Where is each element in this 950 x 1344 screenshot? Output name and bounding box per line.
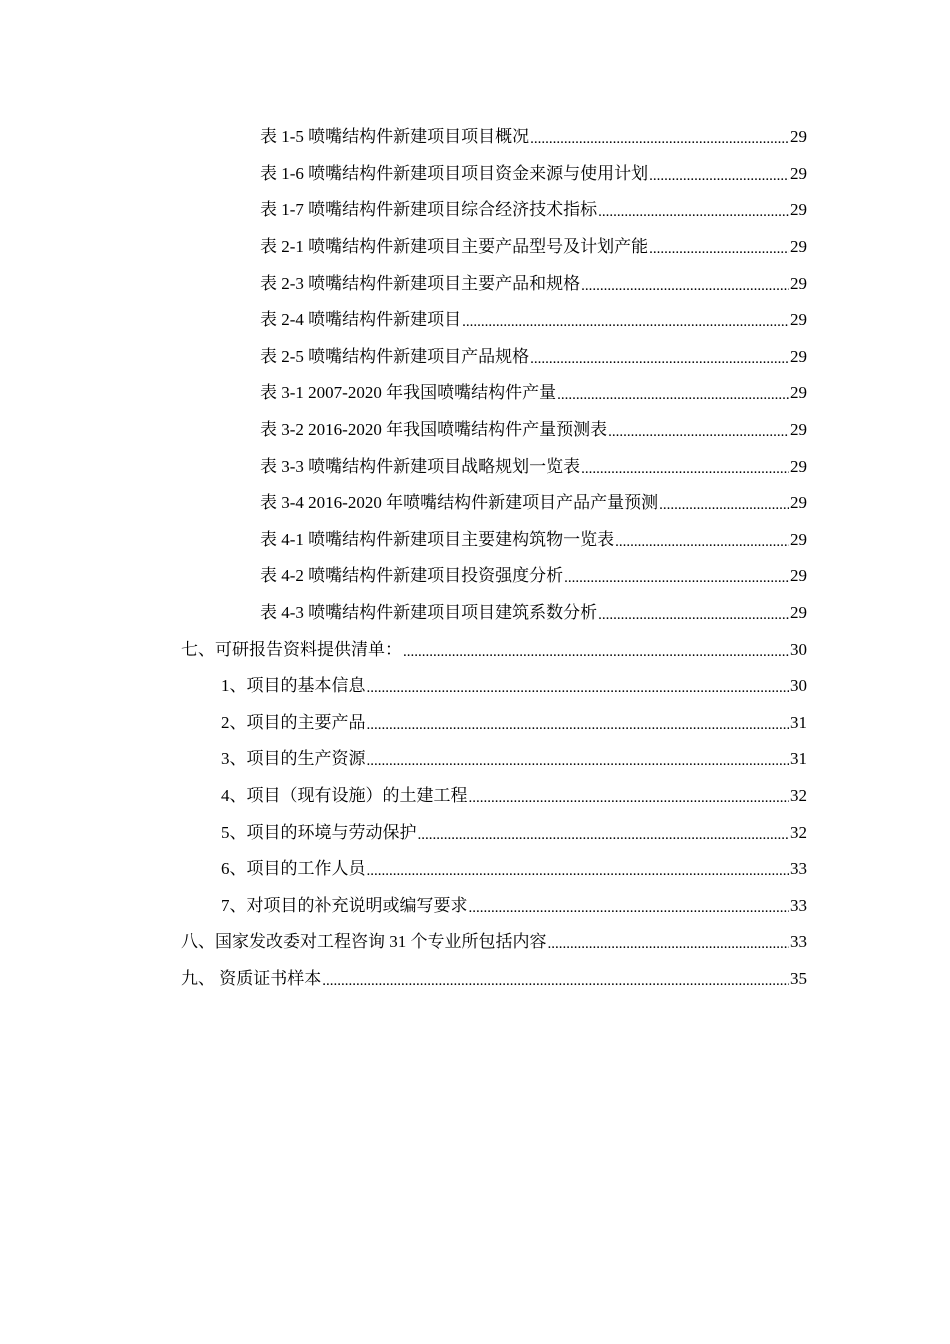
toc-leader-dots xyxy=(548,924,790,961)
toc-leader-dots xyxy=(659,485,789,522)
toc-entry-page: 30 xyxy=(790,676,807,696)
toc-entry-page: 31 xyxy=(790,749,807,769)
toc-entry-label: 表 4-2 喷嘴结构件新建项目投资强度分析 xyxy=(260,566,564,586)
toc-leader-dots xyxy=(598,595,789,632)
toc-entry-page: 29 xyxy=(790,566,807,586)
toc-subsection-entry[interactable] xyxy=(0,668,807,705)
toc-entry[interactable] xyxy=(0,485,807,522)
toc-leader-dots xyxy=(649,156,789,193)
toc-leader-dots xyxy=(469,887,790,924)
toc-entry-label: 表 4-3 喷嘴结构件新建项目项目建筑系数分析 xyxy=(260,603,598,623)
toc-entry-label: 表 3-2 2016-2020 年我国喷嘴结构件产量预测表 xyxy=(260,420,608,440)
toc-entry-page: 29 xyxy=(790,603,807,623)
toc-entry-page: 35 xyxy=(790,968,807,988)
toc-entry-page: 29 xyxy=(790,456,807,476)
toc-leader-dots xyxy=(615,522,789,559)
toc-leader-dots xyxy=(530,119,789,156)
toc-subsection-entry[interactable] xyxy=(0,814,807,851)
toc-subsection-entry[interactable] xyxy=(0,778,807,815)
toc-entry-page: 29 xyxy=(790,200,807,220)
toc-entry-label: 3、项目的生产资源 xyxy=(221,749,366,769)
toc-leader-dots xyxy=(608,412,789,449)
toc-entry[interactable] xyxy=(0,302,807,339)
toc-leader-dots xyxy=(581,265,789,302)
toc-entry-page: 29 xyxy=(790,163,807,183)
toc-entry-label: 表 1-7 喷嘴结构件新建项目综合经济技术指标 xyxy=(260,200,598,220)
toc-entry-page: 29 xyxy=(790,237,807,257)
toc-entry-label: 表 3-4 2016-2020 年喷嘴结构件新建项目产品产量预测 xyxy=(260,493,659,513)
toc-leader-dots xyxy=(581,448,789,485)
toc-entry-page: 31 xyxy=(790,712,807,732)
toc-entry-page: 32 xyxy=(790,822,807,842)
toc-leader-dots xyxy=(598,192,789,229)
toc-entry[interactable] xyxy=(0,156,807,193)
toc-entry[interactable] xyxy=(0,339,807,376)
toc-entry-label: 表 2-1 喷嘴结构件新建项目主要产品型号及计划产能 xyxy=(260,237,649,257)
toc-entry-label: 2、项目的主要产品 xyxy=(221,712,366,732)
toc-entry[interactable] xyxy=(0,229,807,266)
toc-leader-dots xyxy=(367,851,790,888)
toc-entry-page: 29 xyxy=(790,493,807,513)
toc-entry-label: 表 2-5 喷嘴结构件新建项目产品规格 xyxy=(260,346,530,366)
toc-leader-dots xyxy=(367,705,790,742)
toc-entry-page: 29 xyxy=(790,529,807,549)
toc-entry[interactable] xyxy=(0,192,807,229)
toc-entry-page: 30 xyxy=(790,639,807,659)
toc-leader-dots xyxy=(462,302,789,339)
toc-entry[interactable] xyxy=(0,375,807,412)
toc-entry-label: 表 3-1 2007-2020 年我国喷嘴结构件产量 xyxy=(260,383,557,403)
toc-entry-page: 32 xyxy=(790,785,807,805)
toc-entry-label: 七、可研报告资料提供清单： xyxy=(181,639,402,659)
toc-entry[interactable] xyxy=(0,595,807,632)
toc-entry[interactable] xyxy=(0,412,807,449)
toc-entry-label: 7、对项目的补充说明或编写要求 xyxy=(221,895,468,915)
toc-entry-page: 33 xyxy=(790,859,807,879)
toc-leader-dots xyxy=(649,229,789,266)
toc-entry-page: 29 xyxy=(790,420,807,440)
toc-entry-label: 表 1-6 喷嘴结构件新建项目项目资金来源与使用计划 xyxy=(260,163,649,183)
toc-leader-dots xyxy=(322,961,789,998)
toc-entry[interactable] xyxy=(0,265,807,302)
toc-entry-page: 29 xyxy=(790,310,807,330)
toc-entry-page: 33 xyxy=(790,932,807,952)
toc-subsection-entry[interactable] xyxy=(0,851,807,888)
toc-entry-label: 6、项目的工作人员 xyxy=(221,859,366,879)
toc-leader-dots xyxy=(530,339,789,376)
toc-entry[interactable] xyxy=(0,522,807,559)
toc-leader-dots xyxy=(564,558,789,595)
toc-entry-page: 29 xyxy=(790,383,807,403)
toc-entry[interactable] xyxy=(0,448,807,485)
toc-section-entry[interactable] xyxy=(0,961,807,998)
toc-entry-label: 八、国家发改委对工程咨询 31 个专业所包括内容 xyxy=(181,932,547,952)
toc-entry-page: 29 xyxy=(790,127,807,147)
toc-entry[interactable] xyxy=(0,558,807,595)
toc-entry-page: 29 xyxy=(790,273,807,293)
toc-subsection-entry[interactable] xyxy=(0,705,807,742)
toc-leader-dots xyxy=(367,741,790,778)
toc-entry-label: 5、项目的环境与劳动保护 xyxy=(221,822,417,842)
toc-entry-page: 33 xyxy=(790,895,807,915)
table-of-contents xyxy=(0,119,950,997)
toc-entry-label: 九、 资质证书样本 xyxy=(181,968,322,988)
toc-entry-label: 表 2-4 喷嘴结构件新建项目 xyxy=(260,310,462,330)
toc-subsection-entry[interactable] xyxy=(0,741,807,778)
toc-section-entry[interactable] xyxy=(0,631,807,668)
toc-subsection-entry[interactable] xyxy=(0,887,807,924)
toc-entry-label: 表 2-3 喷嘴结构件新建项目主要产品和规格 xyxy=(260,273,581,293)
toc-entry-label: 表 1-5 喷嘴结构件新建项目项目概况 xyxy=(260,127,530,147)
toc-entry-label: 表 3-3 喷嘴结构件新建项目战略规划一览表 xyxy=(260,456,581,476)
toc-entry-label: 4、项目（现有设施）的土建工程 xyxy=(221,785,468,805)
toc-leader-dots xyxy=(367,668,790,705)
toc-entry-page: 29 xyxy=(790,346,807,366)
toc-leader-dots xyxy=(403,631,789,668)
toc-leader-dots xyxy=(418,814,790,851)
toc-entry[interactable] xyxy=(0,119,807,156)
toc-leader-dots xyxy=(557,375,789,412)
toc-entry-label: 表 4-1 喷嘴结构件新建项目主要建构筑物一览表 xyxy=(260,529,615,549)
toc-entry-label: 1、项目的基本信息 xyxy=(221,676,366,696)
toc-section-entry[interactable] xyxy=(0,924,807,961)
toc-leader-dots xyxy=(469,778,790,815)
